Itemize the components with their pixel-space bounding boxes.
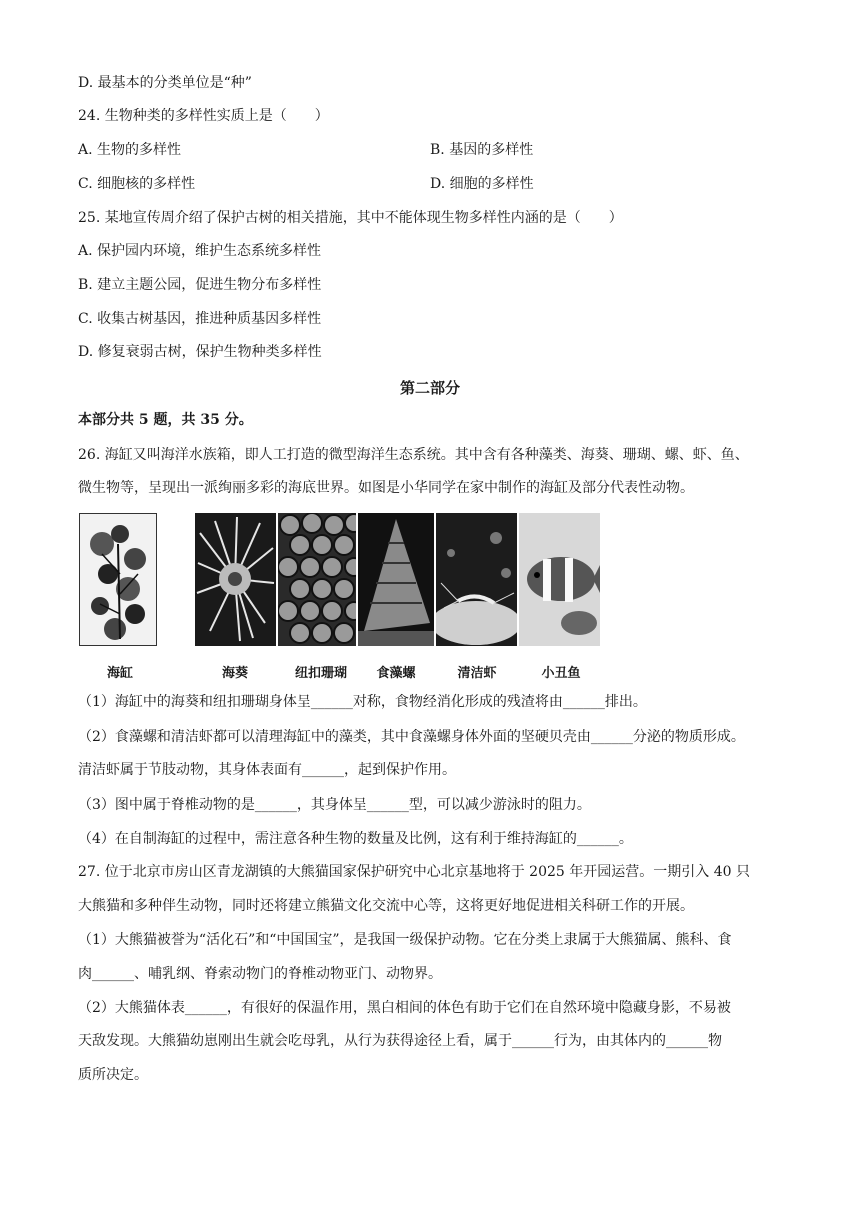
question-26-intro-line-2: 微生物等，呈现出一派绚丽多彩的海底世界。如图是小华同学在家中制作的海缸及部分代表性动物。 [78, 480, 694, 496]
q24-option-d: D. 细胞的多样性 [430, 176, 534, 192]
photo-button-coral [278, 513, 356, 646]
question-27-sub-2-line-1: （2）大熊猫体表______，有很好的保温作用，黑白相间的体色有助于它们在自然环境中隐藏身影，不易被 [78, 1000, 731, 1016]
photo-clownfish [519, 513, 600, 646]
question-26-intro-line-1: 26. 海缸又叫海洋水族箱，即人工打造的微型海洋生态系统。其中含有各种藻类、海葵、珊瑚、螺、虾、鱼、 [78, 447, 749, 463]
photo-sea-anemone [195, 513, 276, 646]
question-27-sub-1-line-2: 肉______、哺乳纲、脊索动物门的脊椎动物亚门、动物界。 [78, 966, 442, 982]
question-27-sub-2-line-2: 天敌发现。大熊猫幼崽刚出生就会吃母乳，从行为获得途径上看，属于______行为，由其体内的______物 [78, 1033, 722, 1049]
question-24: 24. 生物种类的多样性实质上是（ ） [78, 108, 329, 124]
caption-button-coral: 纽扣珊瑚 [294, 666, 347, 681]
question-27-sub-1-line-1: （1）大熊猫被誉为“活化石”和“中国国宝”，是我国一级保护动物。它在分类上隶属于大熊猫属、熊科、食 [78, 932, 732, 948]
q25-option-a: A. 保护园内环境，维护生态系统多样性 [78, 243, 322, 259]
section-note: 本部分共 5 题，共 35 分。 [78, 412, 253, 428]
question-27-intro-line-1: 27. 位于北京市房山区青龙湖镇的大熊猫国家保护研究中心北京基地将于 2025 年开园运营。一期引入 40 只 [78, 864, 750, 880]
caption-algae-snail: 食藻螺 [376, 666, 416, 681]
caption-clownfish: 小丑鱼 [541, 666, 581, 681]
q25-option-b: B. 建立主题公园，促进生物分布多样性 [78, 277, 322, 293]
q24-option-c: C. 细胞核的多样性 [78, 176, 196, 192]
question-26-sub-3: （3）图中属于脊椎动物的是______，其身体呈______型，可以减少游泳时的阻力。 [78, 797, 591, 813]
q24-option-a: A. 生物的多样性 [78, 142, 182, 158]
q24-option-b: B. 基因的多样性 [430, 142, 534, 158]
caption-sea-anemone: 海葵 [221, 666, 248, 681]
photo-aquarium [79, 513, 157, 646]
photo-cleaner-shrimp [436, 513, 517, 646]
question-26-sub-4: （4）在自制海缸的过程中，需注意各种生物的数量及比例，这有利于维持海缸的______。 [78, 831, 633, 847]
question-27-sub-2-line-3: 质所决定。 [78, 1067, 148, 1083]
photo-algae-snail [358, 513, 434, 646]
q25-option-d: D. 修复衰弱古树，保护生物种类多样性 [78, 344, 322, 360]
caption-cleaner-shrimp: 清洁虾 [457, 666, 497, 681]
question-26-sub-2-line-1: （2）食藻螺和清洁虾都可以清理海缸中的藻类，其中食藻螺身体外面的坚硬贝壳由______分泌的物质形成。 [78, 729, 745, 745]
question-25: 25. 某地宣传周介绍了保护古树的相关措施，其中不能体现生物多样性内涵的是（ ） [78, 210, 623, 226]
option-d-basic-unit: D. 最基本的分类单位是“种” [78, 75, 252, 91]
section-title: 第二部分 [399, 379, 460, 397]
question-26-sub-1: （1）海缸中的海葵和纽扣珊瑚身体呈______对称，食物经消化形成的残渣将由______排出。 [78, 694, 647, 710]
question-27-intro-line-2: 大熊猫和多种伴生动物，同时还将建立熊猫文化交流中心等，这将更好地促进相关科研工作的开展。 [78, 898, 694, 914]
q25-option-c: C. 收集古树基因，推进种质基因多样性 [78, 311, 322, 327]
question-26-sub-2-line-2: 清洁虾属于节肢动物，其身体表面有______，起到保护作用。 [78, 762, 456, 778]
caption-aquarium: 海缸 [106, 666, 133, 681]
